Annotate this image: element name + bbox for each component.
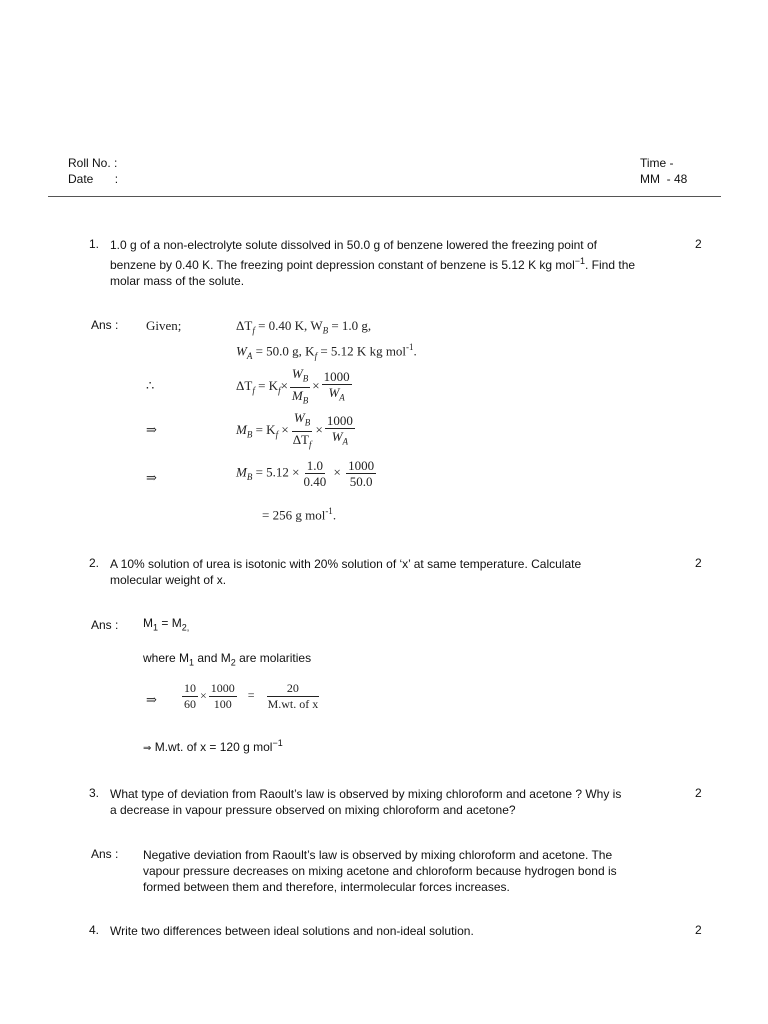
a2-times: × [200, 688, 207, 703]
question-4-marks: 2 [695, 923, 702, 937]
question-2-text [110, 556, 698, 588]
eq1-dtf-sub: f [252, 325, 255, 336]
eq4-wa-sub: A [342, 436, 349, 447]
a2-m1-sub: 1 [153, 622, 159, 633]
eq3-times-2: × [312, 378, 320, 394]
a2-eqsign: = [247, 688, 255, 703]
eq4-times-1: × [281, 422, 289, 438]
eq1-wb-sub: B [322, 325, 329, 336]
date-label [68, 172, 118, 186]
eq4-wb: W [293, 410, 305, 425]
eq3-kf-sub: f [278, 385, 281, 396]
eq3-times-1: × [280, 378, 288, 394]
question-2-number: 2. [89, 556, 100, 570]
therefore-symbol: ∴ [146, 378, 155, 393]
question-2-line-2: molecular weight of x. [110, 573, 227, 587]
eq4-eq: = K [252, 422, 276, 438]
answer-1-substitution-line [236, 458, 378, 489]
eq2-mid: = 50.0 g, K [252, 343, 315, 359]
eq4-kf-sub: f [275, 429, 279, 440]
a2-fraction-20-mwt [266, 681, 321, 712]
eq6-result: = 256 g mol [262, 507, 326, 523]
answer-1-label: Ans : [91, 318, 119, 332]
eq5-num-1000: 1000 [348, 458, 375, 473]
question-1-marks: 2 [695, 237, 702, 251]
answer-2-label: Ans : [91, 618, 119, 632]
eq5-den-50: 50.0 [349, 474, 373, 489]
date-colon: : [114, 172, 119, 186]
eq4-dtf: ΔT [292, 431, 309, 447]
answer-2-fraction-equation [180, 681, 322, 712]
eq2-dot: . [413, 343, 417, 359]
answer-2-implies: ⇒ [146, 692, 157, 707]
eq3-mb-sub: B [302, 395, 309, 406]
eq3-mb: M [291, 387, 303, 403]
eq3-fraction-wb-mb [290, 366, 310, 408]
question-2-line-1: A 10% solution of urea is isotonic with 20% solution of ‘x’ at same temperature. Calculate [110, 557, 582, 571]
eq2-wa-sub: A [246, 350, 253, 361]
eq3-wb: W [291, 366, 303, 381]
question-3-text [110, 786, 698, 818]
a2-m1: M [143, 616, 153, 630]
a2-n1: 10 [184, 681, 196, 695]
question-4-line-1: Write two differences between ideal solutions and non-ideal solution. [110, 924, 474, 938]
implies-symbol-2: ⇒ [146, 470, 157, 485]
eq4-dtf-sub: f [309, 439, 312, 450]
question-1-line-3: molar mass of the solute. [110, 274, 245, 288]
a2-where-b: and M [194, 651, 231, 665]
eq5-fraction-1000-50 [346, 458, 376, 489]
eq2-wa: W [236, 343, 247, 359]
answer-3-line-3: formed between them and therefore, intermolecular forces increases. [143, 880, 510, 894]
eq3-wa-sub: A [339, 392, 345, 403]
eq5-eq: = 5.12 × [252, 464, 300, 480]
eq1-rest: = 0.40 K, W [254, 318, 323, 333]
a2-result-text: M.wt. of x = 120 g mol [151, 740, 273, 754]
eq3-dtf-sub: f [252, 385, 255, 396]
eq3-dtf: ΔT [236, 378, 253, 394]
a2-d3: M.wt. of x [267, 697, 319, 711]
eq3-fraction-1000-wa [322, 369, 352, 406]
eq6-sup: -1 [325, 506, 333, 516]
max-marks-label: MM - 48 [640, 172, 688, 186]
answer-3-line-2: vapour pressure decreases on mixing acetone and chloroform because hydrogen bond is [143, 864, 617, 878]
question-1-number: 1. [89, 237, 100, 251]
answer-1-formula-line [236, 366, 354, 408]
eq1-dtf: ΔT [236, 318, 253, 333]
a2-result-sup: −1 [272, 738, 283, 748]
a2-result-arrow: ⇒ [143, 743, 152, 754]
eq6-dot: . [332, 507, 337, 523]
eq1-end: = 1.0 g, [328, 318, 372, 333]
answer-1-result [262, 506, 336, 523]
a2-d1: 60 [184, 697, 196, 711]
a2-d2: 100 [213, 697, 232, 711]
a2-where-c: are molarities [235, 651, 312, 665]
a2-n3: 20 [267, 681, 319, 697]
answer-2-result [143, 738, 283, 754]
eq4-1000: 1000 [326, 412, 353, 428]
eq2-sup: -1 [406, 342, 414, 352]
eq3-wb-sub: B [302, 373, 309, 384]
question-3-line-2: a decrease in vapour pressure observed on mixing chloroform and acetone? [110, 803, 516, 817]
question-3-number: 3. [89, 786, 100, 800]
answer-1-given-label: Given; [146, 318, 182, 333]
eq4-fraction-1000-wa [325, 413, 355, 450]
date-label-text: Date [68, 172, 94, 186]
a2-fraction-1000-100 [209, 681, 237, 712]
question-1-line-2b: . Find the [585, 258, 636, 272]
question-2-marks: 2 [695, 556, 702, 570]
a2-fraction-10-60 [182, 681, 198, 712]
eq5-num-1: 1.0 [306, 458, 324, 473]
answer-1-given-line-1 [236, 318, 371, 336]
question-1-text [110, 237, 698, 289]
answer-3-line-1: Negative deviation from Raoult’s law is observed by mixing chloroform and acetone. The [143, 848, 613, 862]
a2-where-a: where M [143, 651, 190, 665]
question-1-line-1: 1.0 g of a non-electrolyte solute dissolved in 50.0 g of benzene lowered the freezing point of [110, 238, 597, 252]
eq5-mb: M [236, 464, 247, 480]
question-1-line-2a: benzene by 0.40 K. The freezing point depression constant of benzene is 5.12 K kg mol [110, 258, 575, 272]
eq2-end: = 5.12 K kg mol [317, 343, 407, 359]
answer-2-where-line [143, 651, 311, 667]
question-1-superscript: −1 [574, 256, 586, 266]
eq5-fraction-1-040 [302, 458, 329, 489]
question-3-marks: 2 [695, 786, 702, 800]
header-divider [48, 196, 721, 197]
answer-2-m1-m2 [143, 616, 189, 632]
a2-n2: 1000 [210, 681, 235, 695]
a2-where-sub2: 2 [230, 657, 236, 668]
a2-eq: = M [158, 616, 182, 630]
eq4-fraction-wb-dtf [291, 410, 314, 452]
implies-symbol-1: ⇒ [146, 422, 157, 437]
roll-no-label: Roll No. : [68, 156, 118, 170]
answer-3-label: Ans : [91, 847, 119, 861]
eq4-wa: W [331, 428, 343, 444]
eq2-kf-sub: f [314, 350, 318, 361]
question-3-line-1: What type of deviation from Raoult’s law is observed by mixing chloroform and acetone ? Why is [110, 787, 622, 801]
question-1-line-2 [110, 253, 698, 273]
question-4-number: 4. [89, 923, 100, 937]
eq4-wb-sub: B [304, 417, 311, 428]
a2-m2-sub: 2, [181, 622, 190, 633]
eq3-wa: W [328, 384, 340, 400]
a2-where-sub1: 1 [189, 657, 195, 668]
eq4-mb-sub: B [246, 429, 253, 440]
eq5-mb-sub: B [246, 472, 253, 483]
eq5-den-040: 0.40 [303, 474, 327, 489]
time-label: Time - [640, 156, 674, 170]
question-4-text [110, 923, 698, 939]
eq4-mb: M [236, 422, 247, 438]
answer-1-mb-formula-line [236, 410, 357, 452]
eq5-times: × [333, 464, 341, 480]
eq3-eq: = K [254, 378, 279, 394]
answer-3-text [143, 847, 703, 895]
eq3-1000: 1000 [323, 368, 350, 384]
answer-1-given-line-2 [236, 342, 417, 361]
eq4-times-2: × [315, 422, 323, 438]
